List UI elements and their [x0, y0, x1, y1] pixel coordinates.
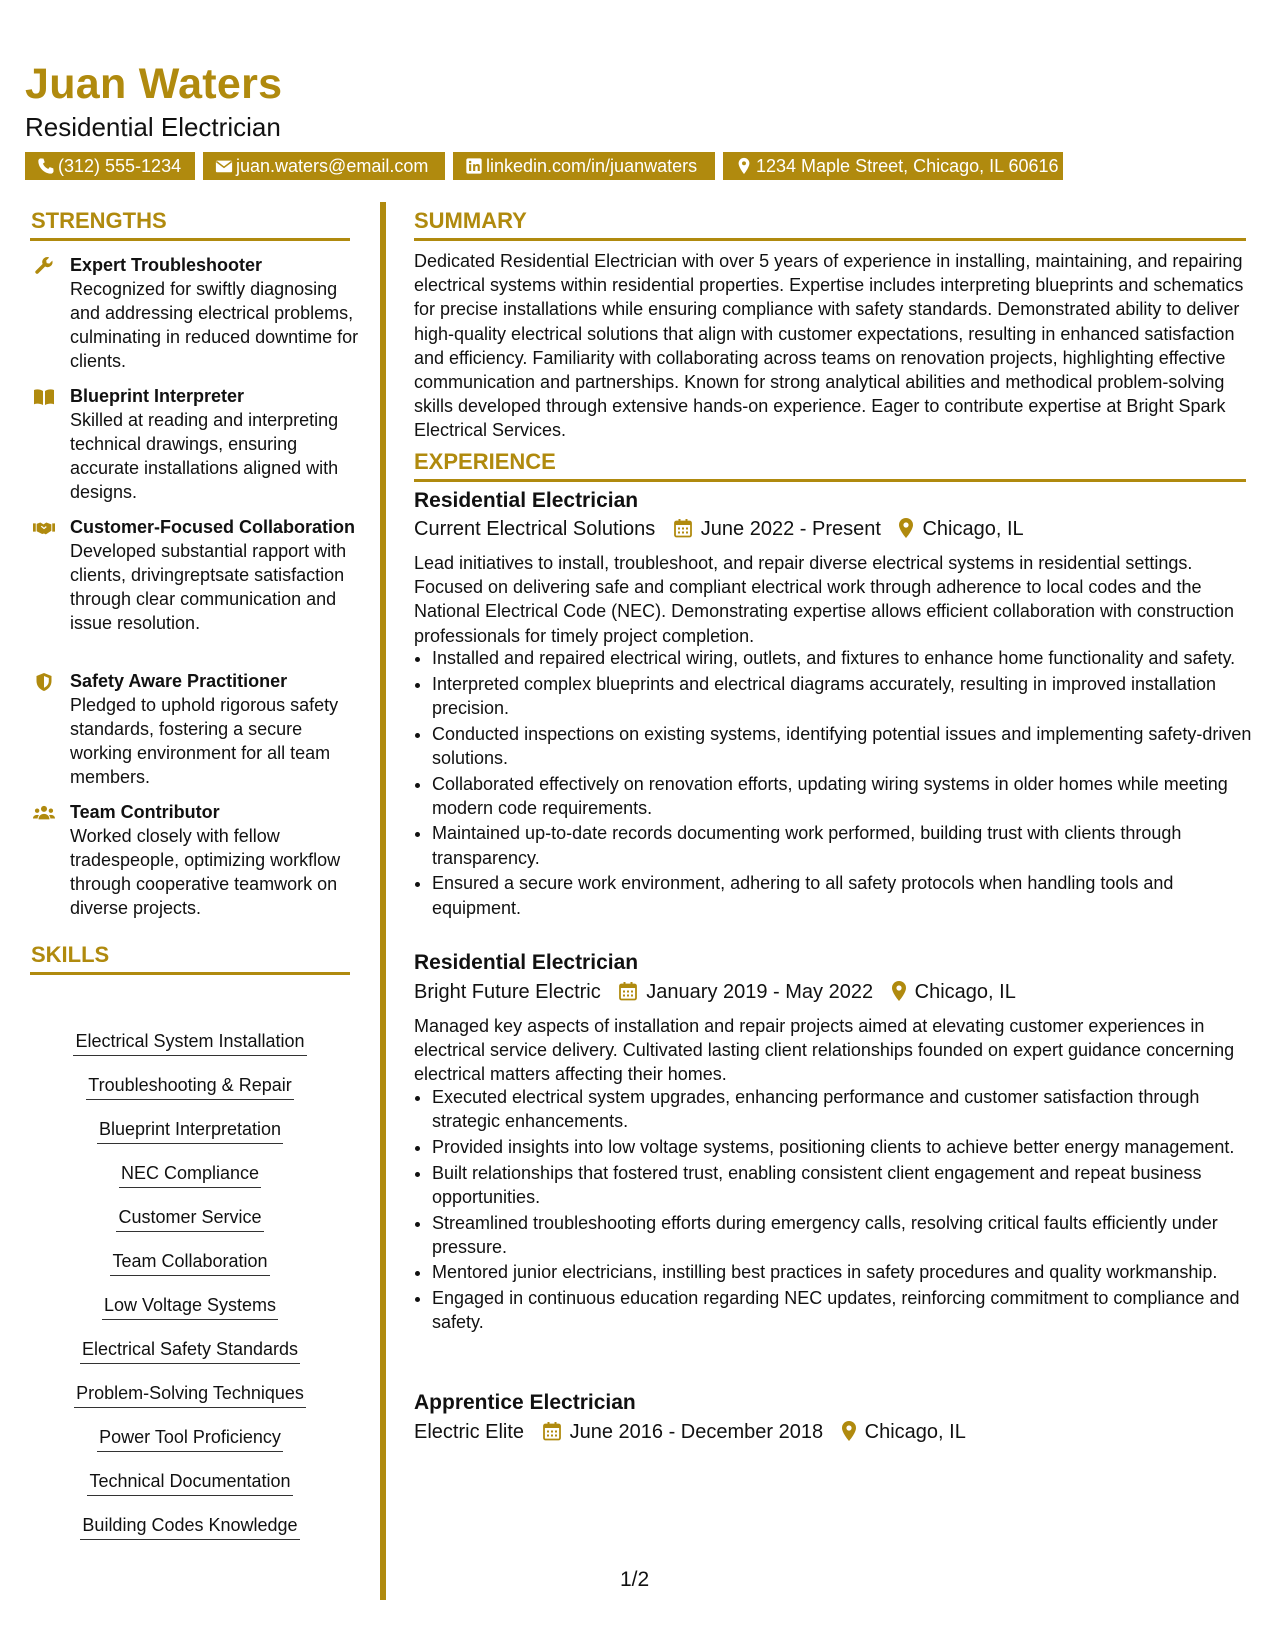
job-bullet: • Engaged in continuous education regarding NEC updates, reinforcing commitment to compliance and safety.	[432, 1286, 1264, 1334]
job-bullet: • Mentored junior electricians, instilling best practices in safety procedures and quality workmanship.	[432, 1260, 1264, 1284]
contact-email[interactable]	[203, 152, 445, 180]
location-pin-icon	[841, 1421, 857, 1441]
job-company: Current Electrical Solutions	[414, 518, 656, 540]
skill-item: Building Codes Knowledge	[80, 1512, 299, 1540]
book-icon	[33, 387, 55, 407]
skill-item: Electrical Safety Standards	[80, 1336, 300, 1364]
summary-rule	[414, 238, 1246, 241]
skill-item: Low Voltage Systems	[102, 1292, 278, 1320]
skill-item: Troubleshooting & Repair	[86, 1072, 293, 1100]
strength-desc: Worked closely with fellow tradespeople, optimizing workflow through cooperative teamwork on diverse projects.	[70, 826, 341, 918]
job-location: Chicago, IL	[922, 518, 1024, 540]
job-bullets	[414, 1085, 1264, 1336]
location-pin-icon	[891, 981, 907, 1001]
contact-linkedin-text: linkedin.com/in/juanwaters	[486, 156, 698, 176]
job-location: Chicago, IL	[914, 981, 1016, 1003]
strength-desc: Developed substantial rapport with clients, drivingreptsate satisfaction through clear communication and issue resolution.	[70, 541, 347, 633]
job-bullets	[414, 646, 1264, 921]
job-description: Lead initiatives to install, troubleshoot, and repair diverse electrical systems in residential settings. Focused on delivering safe and compliant electrical work through adherence to local codes and the National Electrical Code (NEC). Demonstrating expertise allows efficient collaboration with construction professionals for timely project completion.	[414, 553, 1235, 646]
job-meta	[414, 981, 1016, 1004]
calendar-icon	[542, 1421, 562, 1441]
skill-item: Team Collaboration	[110, 1248, 269, 1276]
job-bullet: • Collaborated effectively on renovation efforts, updating wiring systems in older homes while meeting modern code requirements.	[432, 772, 1264, 820]
strength-title: Blueprint Interpreter	[70, 386, 245, 406]
candidate-role: Residential Electrician	[25, 112, 281, 142]
job-bullet: • Interpreted complex blueprints and electrical diagrams accurately, resulting in improved installation precision.	[432, 672, 1264, 720]
contact-address-text: 1234 Maple Street, Chicago, IL 60616	[756, 156, 1059, 176]
summary-heading: SUMMARY	[414, 208, 527, 233]
envelope-icon	[215, 157, 233, 175]
job-title: Residential Electrician	[414, 489, 639, 512]
job-dates: June 2016 - December 2018	[569, 1421, 824, 1443]
skill-item: Power Tool Proficiency	[97, 1424, 283, 1452]
skill-item: NEC Compliance	[119, 1160, 261, 1188]
strength-desc: Skilled at reading and interpreting technical drawings, ensuring accurate installations aligned with designs.	[70, 410, 339, 502]
strength-title: Customer-Focused Collaboration	[70, 517, 356, 537]
strengths-rule	[30, 238, 350, 241]
skill-item: Problem-Solving Techniques	[74, 1380, 306, 1408]
skills-rule	[30, 972, 350, 975]
skills-heading: SKILLS	[31, 942, 110, 967]
strength-title: Expert Troubleshooter	[70, 255, 263, 275]
job-company: Electric Elite	[414, 1421, 525, 1443]
strength-item	[30, 253, 360, 373]
job-bullet: • Executed electrical system upgrades, enhancing performance and customer satisfaction through strategic enhancements.	[432, 1085, 1264, 1133]
job-bullet: • Provided insights into low voltage systems, positioning clients to achieve better energy management.	[432, 1135, 1264, 1159]
strength-item	[30, 669, 360, 789]
strength-title: Safety Aware Practitioner	[70, 671, 288, 691]
shield-icon	[33, 672, 55, 692]
skill-item: Blueprint Interpretation	[97, 1116, 283, 1144]
experience-heading: EXPERIENCE	[414, 449, 556, 474]
job-bullet: • Conducted inspections on existing systems, identifying potential issues and implementing safety-driven solutions.	[432, 722, 1264, 770]
strength-item	[30, 800, 360, 920]
job-bullet: • Streamlined troubleshooting efforts during emergency calls, resolving critical faults efficiently under pressure.	[432, 1211, 1264, 1259]
job-title: Residential Electrician	[414, 951, 639, 974]
summary-text: Dedicated Residential Electrician with over 5 years of experience in installing, maintaining, and repairing electrical systems within residential properties. Expertise includes interpreting blueprints and schematics for precise installations while ensuring compliance with safety standards. Demonstrated ability to deliver high-quality electrical solutions that align with customer expectations, resulting in enhanced satisfaction and efficiency. Familiarity with collaborating across teams on renovation projects, highlighting effective communication and partnerships. Known for strong analytical abilities and methodical problem-solving skills developed through extensive hands-on experience. Eager to contribute expertise at Bright Spark Electrical Services.	[414, 251, 1244, 441]
location-pin-icon	[898, 518, 914, 538]
strength-title: Team Contributor	[70, 802, 220, 822]
strengths-heading: STRENGTHS	[31, 208, 167, 233]
handshake-icon	[33, 518, 55, 538]
phone-icon	[37, 157, 55, 175]
page-number: 1/2	[620, 1568, 650, 1591]
contact-linkedin[interactable]	[453, 152, 715, 180]
skill-item: Customer Service	[116, 1204, 263, 1232]
job-bullet: • Built relationships that fostered trust, enabling consistent client engagement and repeat business opportunities.	[432, 1161, 1264, 1209]
job-meta	[414, 518, 1024, 541]
job-company: Bright Future Electric	[414, 981, 601, 1003]
skills-list	[30, 1028, 350, 1556]
job-dates: January 2019 - May 2022	[646, 981, 874, 1003]
job-bullet: • Ensured a secure work environment, adhering to all safety protocols when handling tools and equipment.	[432, 871, 1264, 919]
calendar-icon	[618, 981, 638, 1001]
job-bullet: • Installed and repaired electrical wiring, outlets, and fixtures to enhance home functionality and safety.	[432, 646, 1264, 670]
strength-desc: Recognized for swiftly diagnosing and addressing electrical problems, culminating in reduced downtime for clients.	[70, 279, 359, 371]
job-description: Managed key aspects of installation and repair projects aimed at elevating customer experiences in electrical service delivery. Cultivated lasting client relationships founded on expert guidance concerning electrical matters affecting their homes.	[414, 1016, 1235, 1085]
job-bullet: • Maintained up-to-date records documenting work performed, building trust with clients through transparency.	[432, 821, 1264, 869]
skill-item: Electrical System Installation	[73, 1028, 306, 1056]
experience-rule	[414, 479, 1246, 482]
contact-email-text: juan.waters@email.com	[236, 156, 429, 176]
linkedin-icon	[465, 157, 483, 175]
job-meta	[414, 1421, 966, 1444]
location-pin-icon	[735, 157, 753, 175]
users-icon	[33, 803, 55, 823]
job-dates: June 2022 - Present	[700, 518, 881, 540]
contact-phone[interactable]	[25, 152, 195, 180]
contact-address[interactable]	[723, 152, 1063, 180]
skill-item: Technical Documentation	[87, 1468, 292, 1496]
job-location: Chicago, IL	[864, 1421, 966, 1443]
calendar-icon	[673, 518, 693, 538]
contact-phone-text: (312) 555-1234	[58, 156, 182, 176]
strength-item	[30, 384, 360, 504]
column-divider	[380, 202, 386, 1600]
strength-desc: Pledged to uphold rigorous safety standards, fostering a secure working environment for all team members.	[70, 695, 339, 787]
strength-item	[30, 515, 360, 635]
candidate-name: Juan Waters	[25, 60, 283, 108]
wrench-icon	[33, 256, 55, 276]
job-title: Apprentice Electrician	[414, 1391, 636, 1414]
